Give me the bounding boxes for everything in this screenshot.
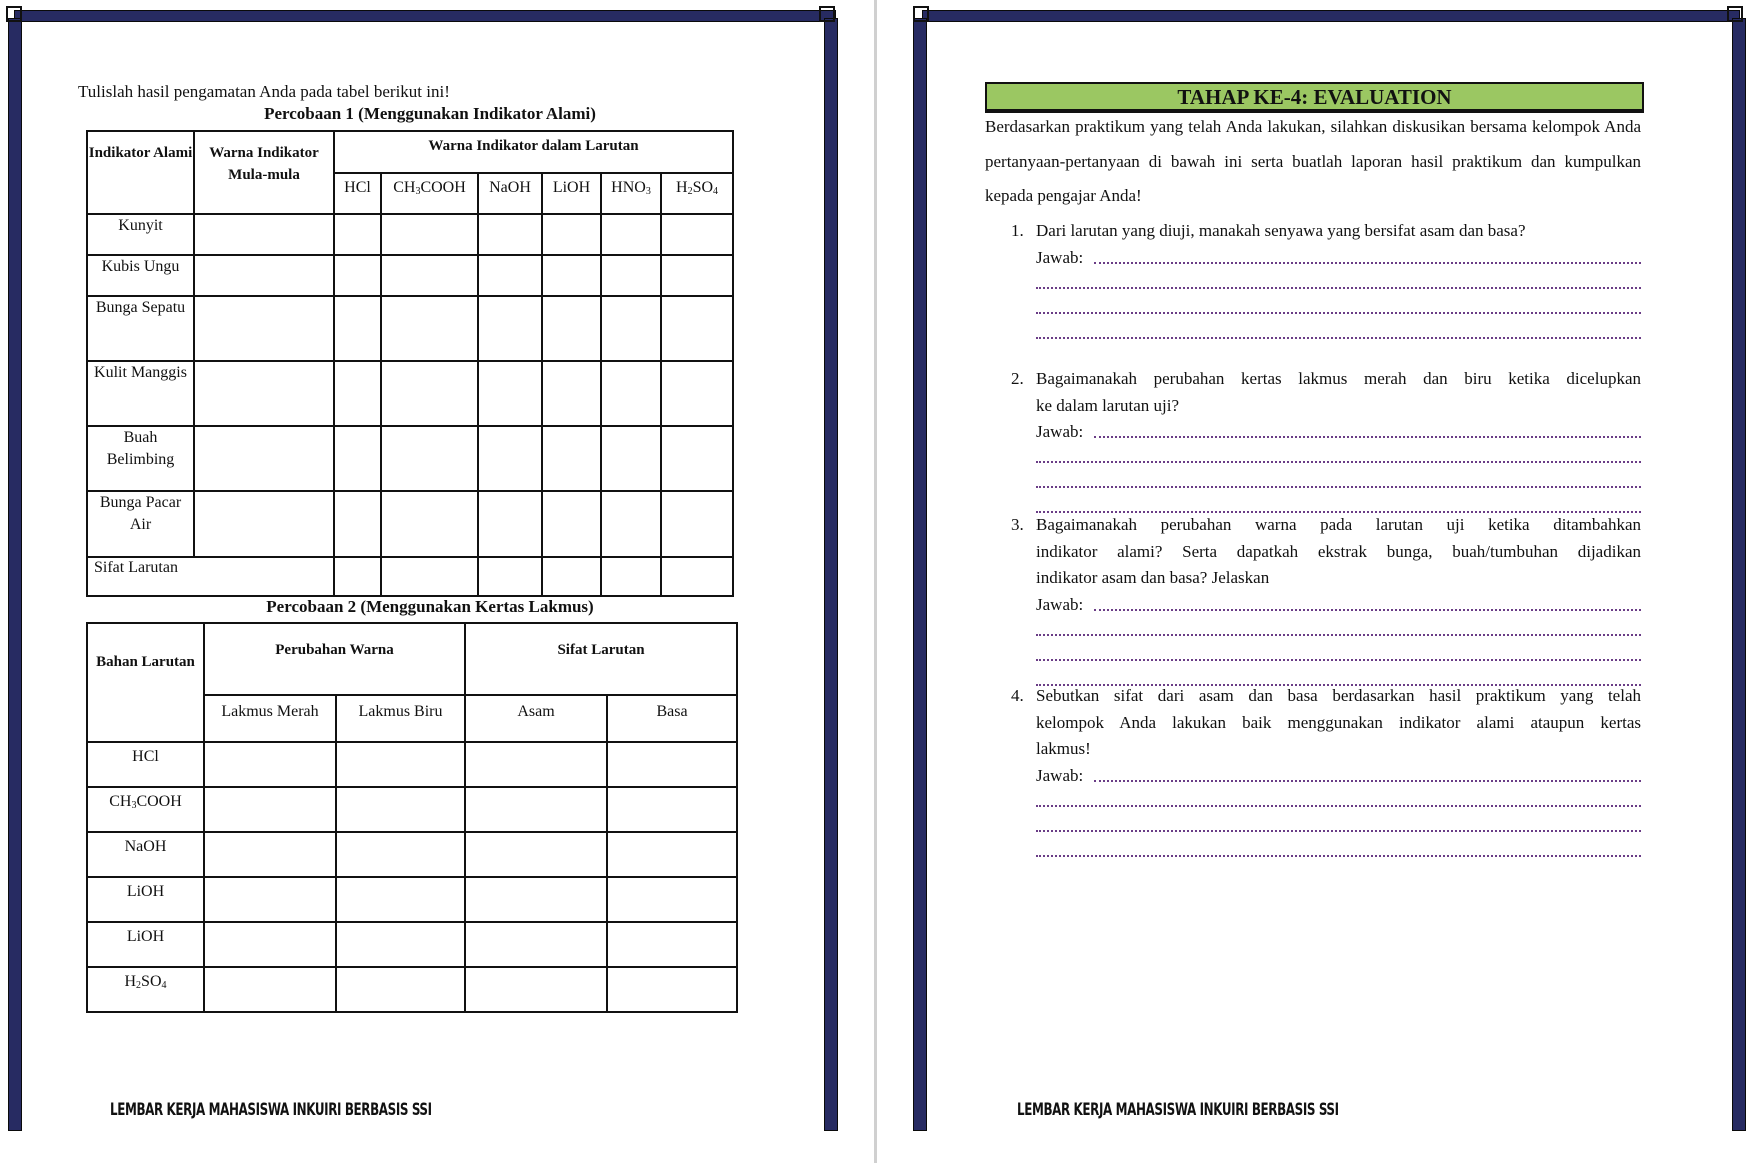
observation-cell[interactable] xyxy=(334,214,381,255)
indicator-name: Kulit Manggis xyxy=(87,361,194,426)
answer-line[interactable] xyxy=(1036,295,1641,320)
observation-cell[interactable] xyxy=(542,426,601,491)
result-cell[interactable] xyxy=(204,967,336,1012)
observation-cell[interactable] xyxy=(601,296,661,361)
result-cell[interactable] xyxy=(336,787,465,832)
question-text: indikator alami? Serta dapatkah ekstrak bunga, buah/tumbuhan dijadikan xyxy=(1036,541,1641,561)
experiment2-caption: Percobaan 2 (Menggunakan Kertas Lakmus) xyxy=(266,597,594,616)
table-row xyxy=(87,255,733,296)
result-cell[interactable] xyxy=(204,787,336,832)
header-subcolumn: Asam xyxy=(465,695,607,742)
result-cell[interactable] xyxy=(465,787,607,832)
question-item xyxy=(1011,218,1641,345)
page-border-left xyxy=(8,18,22,1131)
answer-line[interactable] xyxy=(1036,245,1641,270)
experiment1-table xyxy=(86,130,734,597)
question-text: ke dalam larutan uji? xyxy=(1036,395,1180,415)
material-name: $H_2SO_4$ xyxy=(87,967,204,1012)
material-name: HCl xyxy=(87,742,204,787)
answer-label: Jawab: xyxy=(1036,422,1084,441)
border-corner xyxy=(819,6,835,22)
observation-cell[interactable] xyxy=(478,491,542,557)
header-indicator: Indikator Alami xyxy=(87,131,194,214)
observation-cell[interactable] xyxy=(601,255,661,296)
page-border-top xyxy=(14,10,836,22)
question-text: Sebutkan sifat dari asam dan basa berdasarkan hasil praktikum yang telah xyxy=(1036,686,1641,705)
observation-cell[interactable] xyxy=(334,296,381,361)
indicator-name: Bunga Sepatu xyxy=(87,296,194,361)
question-number: 3. xyxy=(1011,515,1024,534)
observation-cell[interactable] xyxy=(478,426,542,491)
initial-color-cell[interactable] xyxy=(194,296,334,361)
observation-cell[interactable] xyxy=(381,296,478,361)
result-cell[interactable] xyxy=(607,787,737,832)
result-cell[interactable] xyxy=(465,967,607,1012)
answer-line[interactable] xyxy=(1036,419,1641,444)
question-text: Bagaimanakah perubahan kertas lakmus merah dan biru ketika dicelupkan xyxy=(1036,369,1641,388)
page-border-top xyxy=(922,10,1740,22)
header-solution: HCl xyxy=(334,173,381,214)
observation-cell[interactable] xyxy=(542,361,601,426)
answer-label: Jawab: xyxy=(1036,247,1084,267)
summary-label: Sifat Larutan xyxy=(87,557,334,596)
table-row xyxy=(87,922,737,967)
question-text: Bagaimanakah perubahan warna pada larutan uji ketika ditambahkan xyxy=(1036,515,1641,534)
observation-cell[interactable] xyxy=(601,361,661,426)
observation-cell[interactable] xyxy=(542,296,601,361)
question-text: lakmus! xyxy=(1036,739,1091,758)
initial-color-cell[interactable] xyxy=(194,255,334,296)
property-cell[interactable] xyxy=(334,557,381,596)
header-solution: $CH_3COOH$ xyxy=(381,173,478,214)
question-number: 1. xyxy=(1011,221,1024,240)
result-cell[interactable] xyxy=(336,922,465,967)
section-title: TAHAP KE-4: EVALUATION xyxy=(985,82,1644,113)
observation-cell[interactable] xyxy=(478,361,542,426)
instruction-text: Tulislah hasil pengamatan Anda pada tabel berikut ini! xyxy=(78,82,450,101)
observation-cell[interactable] xyxy=(661,255,733,296)
question-item xyxy=(1011,683,1641,863)
table-row xyxy=(87,361,733,426)
result-cell[interactable] xyxy=(336,742,465,787)
table-row xyxy=(87,787,737,832)
header-solution-property: Sifat Larutan xyxy=(465,623,737,695)
material-name: NaOH xyxy=(87,832,204,877)
observation-cell[interactable] xyxy=(661,491,733,557)
result-cell[interactable] xyxy=(607,877,737,922)
header-initial-color: Warna Indikator Mula-mula xyxy=(194,131,334,214)
observation-cell[interactable] xyxy=(601,491,661,557)
page-border-right xyxy=(1732,18,1746,1131)
page-footer: LEMBAR KERJA MAHASISWA INKUIRI BERBASIS SSI xyxy=(1017,1100,1339,1120)
header-color-in-solution: Warna Indikator dalam Larutan xyxy=(334,131,733,173)
observation-cell[interactable] xyxy=(478,296,542,361)
observation-cell[interactable] xyxy=(381,214,478,255)
answer-area[interactable] xyxy=(1036,592,1641,692)
header-subcolumn: Lakmus Merah xyxy=(204,695,336,742)
observation-cell[interactable] xyxy=(661,361,733,426)
result-cell[interactable] xyxy=(336,832,465,877)
result-cell[interactable] xyxy=(204,922,336,967)
page-border-left xyxy=(913,18,927,1131)
observation-cell[interactable] xyxy=(381,361,478,426)
indicator-name: Kubis Ungu xyxy=(87,255,194,296)
initial-color-cell[interactable] xyxy=(194,426,334,491)
answer-line[interactable] xyxy=(1036,270,1641,295)
initial-color-cell[interactable] xyxy=(194,361,334,426)
result-cell[interactable] xyxy=(336,877,465,922)
question-item xyxy=(1011,512,1641,692)
border-corner xyxy=(6,6,22,22)
header-solution: NaOH xyxy=(478,173,542,214)
table-row xyxy=(87,877,737,922)
answer-line[interactable] xyxy=(1036,592,1641,617)
table-row xyxy=(87,742,737,787)
answer-line[interactable] xyxy=(1036,320,1641,345)
result-cell[interactable] xyxy=(465,832,607,877)
question-number: 2. xyxy=(1011,369,1024,388)
answer-label: Jawab: xyxy=(1036,765,1084,785)
result-cell[interactable] xyxy=(465,922,607,967)
initial-color-cell[interactable] xyxy=(194,491,334,557)
page-footer: LEMBAR KERJA MAHASISWA INKUIRI BERBASIS SSI xyxy=(110,1100,432,1120)
observation-cell[interactable] xyxy=(478,255,542,296)
experiment1-caption: Percobaan 1 (Menggunakan Indikator Alami) xyxy=(264,104,596,123)
answer-line[interactable] xyxy=(1036,813,1641,838)
table-row xyxy=(87,296,733,361)
result-cell[interactable] xyxy=(204,742,336,787)
observation-cell[interactable] xyxy=(381,426,478,491)
answer-area[interactable] xyxy=(1036,419,1641,519)
result-cell[interactable] xyxy=(204,832,336,877)
table-row xyxy=(87,832,737,877)
border-corner xyxy=(1727,6,1743,22)
observation-cell[interactable] xyxy=(381,491,478,557)
answer-area[interactable] xyxy=(1036,245,1641,345)
observation-cell[interactable] xyxy=(542,491,601,557)
header-color-change: Perubahan Warna xyxy=(204,623,465,695)
observation-cell[interactable] xyxy=(542,255,601,296)
indicator-name: Bunga Pacar Air xyxy=(87,491,194,557)
table-row xyxy=(87,426,733,491)
property-cell[interactable] xyxy=(478,557,542,596)
observation-cell[interactable] xyxy=(661,214,733,255)
page-border-right xyxy=(824,18,838,1131)
observation-cell[interactable] xyxy=(334,491,381,557)
table-row xyxy=(87,214,733,255)
question-item xyxy=(1011,366,1641,519)
property-cell[interactable] xyxy=(601,557,661,596)
header-solution: $HNO_3$ xyxy=(601,173,661,214)
answer-line[interactable] xyxy=(1036,788,1641,813)
observation-cell[interactable] xyxy=(334,361,381,426)
result-cell[interactable] xyxy=(204,877,336,922)
question-text: kelompok Anda lakukan baik menggunakan indikator alami ataupun kertas xyxy=(1036,712,1641,732)
material-name: LiOH xyxy=(87,877,204,922)
table-row xyxy=(87,967,737,1012)
header-subcolumn: Lakmus Biru xyxy=(336,695,465,742)
observation-cell[interactable] xyxy=(661,426,733,491)
question-number: 4. xyxy=(1011,686,1024,705)
answer-line[interactable] xyxy=(1036,617,1641,642)
result-cell[interactable] xyxy=(336,967,465,1012)
observation-cell[interactable] xyxy=(601,214,661,255)
header-solution: LiOH xyxy=(542,173,601,214)
property-cell[interactable] xyxy=(381,557,478,596)
indicator-name: Buah Belimbing xyxy=(87,426,194,491)
answer-line[interactable] xyxy=(1036,469,1641,494)
result-cell[interactable] xyxy=(465,877,607,922)
indicator-name: Kunyit xyxy=(87,214,194,255)
answer-area[interactable] xyxy=(1036,763,1641,863)
material-name: $CH_3COOH$ xyxy=(87,787,204,832)
answer-line[interactable] xyxy=(1036,444,1641,469)
question-text: Dari larutan yang diuji, manakah senyawa yang bersifat asam dan basa? xyxy=(1036,221,1526,240)
answer-label: Jawab: xyxy=(1036,594,1084,614)
page-divider xyxy=(874,0,877,1163)
observation-cell[interactable] xyxy=(478,214,542,255)
material-name: LiOH xyxy=(87,922,204,967)
question-text: indikator asam dan basa? Jelaskan xyxy=(1036,568,1270,587)
answer-line[interactable] xyxy=(1036,642,1641,667)
observation-cell[interactable] xyxy=(334,255,381,296)
observation-cell[interactable] xyxy=(334,426,381,491)
observation-cell[interactable] xyxy=(381,255,478,296)
property-cell[interactable] xyxy=(661,557,733,596)
result-cell[interactable] xyxy=(607,967,737,1012)
property-cell[interactable] xyxy=(542,557,601,596)
header-subcolumn: Basa xyxy=(607,695,737,742)
observation-cell[interactable] xyxy=(601,426,661,491)
answer-line[interactable] xyxy=(1036,838,1641,863)
observation-cell[interactable] xyxy=(542,214,601,255)
header-solution: $H_2SO_4$ xyxy=(661,173,733,214)
header-material: Bahan Larutan xyxy=(87,623,204,742)
observation-cell[interactable] xyxy=(661,296,733,361)
experiment2-table xyxy=(86,622,738,1013)
border-corner xyxy=(913,6,929,22)
evaluation-intro: Berdasarkan praktikum yang telah Anda lakukan, silahkan diskusikan bersama kelompok Anda pertanyaan-pertanyaan di bawah ini serta buatlah laporan hasil praktikum dan kumpulkan kepada pengajar Anda! xyxy=(985,117,1641,205)
summary-row xyxy=(87,557,733,596)
table-row xyxy=(87,491,733,557)
result-cell[interactable] xyxy=(607,832,737,877)
result-cell[interactable] xyxy=(607,922,737,967)
result-cell[interactable] xyxy=(607,742,737,787)
result-cell[interactable] xyxy=(465,742,607,787)
initial-color-cell[interactable] xyxy=(194,214,334,255)
answer-line[interactable] xyxy=(1036,763,1641,788)
